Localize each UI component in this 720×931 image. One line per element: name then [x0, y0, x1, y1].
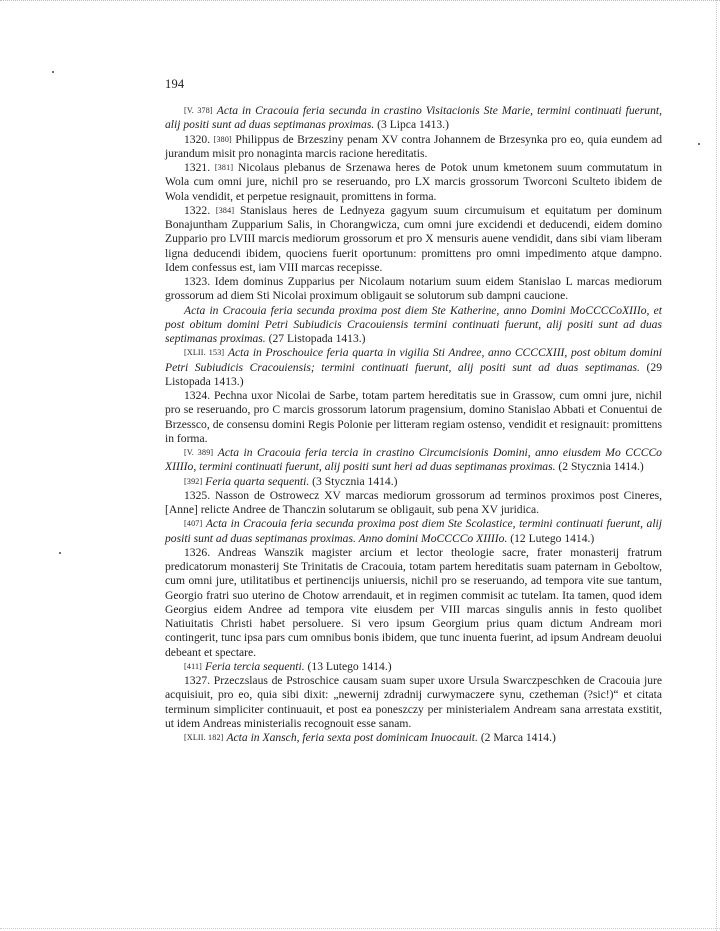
date-annotation: (27 Listopada 1413.)	[265, 332, 366, 345]
paragraph-text: Feria quarta sequenti.	[205, 474, 310, 488]
entry-number: 1324.	[184, 389, 214, 402]
paragraph-text: Acta in Cracouia feria secunda proxima post diem Ste Scolastice, termini continuati fuerunt, alij positi sunt ad duas septimanas proximas. Anno domini MoCCCCo XIIIIo.	[165, 517, 662, 545]
entry-paragraph	[165, 133, 662, 162]
date-annotation: (3 Lipca 1413.)	[374, 118, 449, 132]
page-number: 194	[165, 77, 185, 91]
folio-reference: [392]	[184, 476, 203, 486]
scan-speck	[59, 552, 61, 554]
paragraph-text: Nicolaus plebanus de Srzenawa heres de Potok unum kmetonem suum commutatum in Wola cum omni jure, nichil pro se reseruando, pro LX marcis grossorum Tworconi Sculteto ibidem de Wola vendidit, et perpetue resignauit, promittens in forma.	[165, 161, 662, 203]
entry-paragraph	[165, 275, 662, 304]
folio-reference: [V. 389]	[184, 448, 214, 457]
entry-number: 1326.	[184, 545, 218, 559]
entry-paragraph	[165, 204, 662, 275]
session-heading	[165, 446, 662, 475]
folio-reference: [380]	[213, 134, 232, 144]
entry-number: 1325.	[184, 488, 215, 502]
session-heading	[165, 475, 662, 489]
date-annotation: (12 Lutego 1414.)	[507, 531, 595, 545]
entry-paragraph	[165, 546, 662, 660]
date-annotation: (2 Marca 1414.)	[477, 731, 556, 744]
scan-speck	[698, 143, 700, 145]
page-edge-top	[0, 0, 720, 2]
folio-reference: [407]	[184, 519, 203, 529]
page-edge-right	[716, 0, 718, 931]
entry-paragraph	[165, 489, 662, 518]
paragraph-text: Stanislaus heres de Lednyeza gagyum suum circumuisum et equitatum per dominum Bonajuntham Zupparium Salis, in Chorangwicza, cum omni jure excidendi et deducendi, eidem domino Zuppario pro LVIII marcis mediorum grossorum et pro X mensuris auene vendidit, dans sibi viam liberam ligna deducendi ibidem, quociens fuerit oportunum: promittens pro omni impedimento atque dampno. Idem confessus est, iam VIII marcas recepisse.	[165, 203, 663, 274]
paragraph-text: Przeczslaus de Pstroschice causam suam super uxore Ursula Swarczpeschken de Cracouia jure acquisiuit, pro eo, quia sibi dixit: „newernij zdradnij curwymaczere synu, czetheman (?sic!)“ et citata terminum simpliciter continuauit, et post ea poneszczy per ministerialem Andream sana arrestata exstitit, ut idem Andreas ministerialis recognouit esse sanam.	[165, 674, 663, 730]
paragraph-text: Idem dominus Zupparius per Nicolaum notarium suum eidem Stanislao L marcas mediorum grossorum ad diem Sti Nicolai proximum obligauit se solutorum sub dampni caucione.	[165, 275, 662, 303]
document-body	[165, 104, 662, 745]
paragraph-text: Acta in Cracouia feria secunda in crastino Visitacionis Ste Marie, termini continuati fuerunt, alij positi sunt ad duas septimanas proximas.	[165, 104, 662, 132]
session-heading	[165, 304, 662, 347]
date-annotation: (3 Stycznia 1414.)	[309, 474, 398, 488]
entry-number: 1320.	[184, 132, 214, 146]
scan-speck	[52, 71, 54, 73]
folio-reference: [XLII. 153]	[184, 348, 225, 358]
paragraph-text: Acta in Cracouia feria tercia in crastino Circumcisionis Domini, anno eiusdem Mo CCCCo XIIIIo, termini continuati fuerunt, alij positi sunt heri ad duas septimanas proximas.	[165, 446, 662, 474]
entry-paragraph	[165, 389, 662, 446]
folio-reference: [411]	[184, 661, 203, 671]
paragraph-text: Acta in Proschouice feria quarta in vigilia Sti Andree, anno CCCCXIII, post obitum domini Petri Subiudicis Cracouiensis; termini continuati fuerunt, alij positi sunt ad duas septimanas.	[165, 346, 662, 374]
folio-reference: [V. 378]	[184, 106, 213, 115]
paragraph-text: Acta in Cracouia feria secunda proxima post diem Ste Katherine, anno Domini MoCCCCoXIIIo, et post obitum domini Petri Subiudicis Cracouiensis termini continuati fuerunt, alij positi sunt ad duas septimanas proximas.	[165, 303, 662, 345]
page-edge-bottom	[0, 928, 720, 930]
paragraph-text: Feria tercia sequenti.	[204, 659, 305, 673]
folio-reference: [381]	[214, 163, 234, 172]
session-heading	[165, 731, 662, 745]
session-heading	[165, 517, 662, 546]
paragraph-text: Andreas Wanszik magister arcium et lector theologie sacre, frater monasterij fratrum predicatorum monasterij Ste Trinitatis de Cracouia, totam partem hereditatis suam paternam in Geboltow, cum omni jure, utilitatibus et pertinencijs uniuersis, nichil pro se reseruando, ad tempora vite sue tantum, Georgio fratri suo uterino de Chotow arrendauit, et in regimen commisit ac tutelam. Ita tamen, quod idem Georgius eidem Andree ad tempora vite eiusdem per VIII marcas singulis annis in festo quolibet Natiuitatis Christi habet persoluere. Si vero ipsum Georgium prius quam dictum Andream mori contingerit, tunc ipsa pars cum omnibus bonis ibidem, que tunc inuenta fuerint, ad ipsum Andream deuolui debeant et spectare.	[165, 545, 662, 659]
date-annotation: (2 Stycznia 1414.)	[555, 460, 644, 474]
entry-paragraph	[165, 161, 662, 204]
date-annotation: (29 Listopada 1413.)	[165, 360, 663, 388]
date-annotation: (13 Lutego 1414.)	[304, 659, 392, 673]
session-heading	[165, 104, 662, 133]
folio-reference: [XLII. 182]	[184, 733, 224, 742]
entry-number: 1327.	[184, 674, 214, 687]
entry-number: 1322.	[184, 203, 216, 217]
entry-paragraph	[165, 674, 662, 731]
session-heading	[165, 660, 662, 674]
folio-reference: [384]	[215, 205, 235, 215]
paragraph-text: Pechna uxor Nicolai de Sarbe, totam partem hereditatis sue in Grassow, cum omni jure, nichil pro se reseruando, pro C marcis grossorum latorum pragensium, domino Stanislao Abbati et Conuentui de Brzessco, de consensu domini Regis Polonie per litteram regiam ostenso, vendidit et resignauit: promittens in forma.	[165, 389, 662, 445]
entry-number: 1323.	[184, 275, 215, 288]
entry-number: 1321.	[184, 161, 215, 174]
session-heading	[165, 346, 662, 389]
paragraph-text: Nasson de Ostrowecz XV marcas mediorum grossorum ad terminos proximos post Cineres, [Anne] relicte Andree de Thanczin solutarum se obligauit, sub pena XV juridica.	[165, 488, 662, 516]
paragraph-text: Acta in Xansch, feria sexta post dominicam Inuocauit.	[226, 731, 478, 744]
paragraph-text: Philippus de Brzesziny penam XV contra Johannem de Brzesynka pro eo, quia eundem ad jurandum misit pro nonaginta marcis racione hereditatis.	[165, 132, 663, 160]
